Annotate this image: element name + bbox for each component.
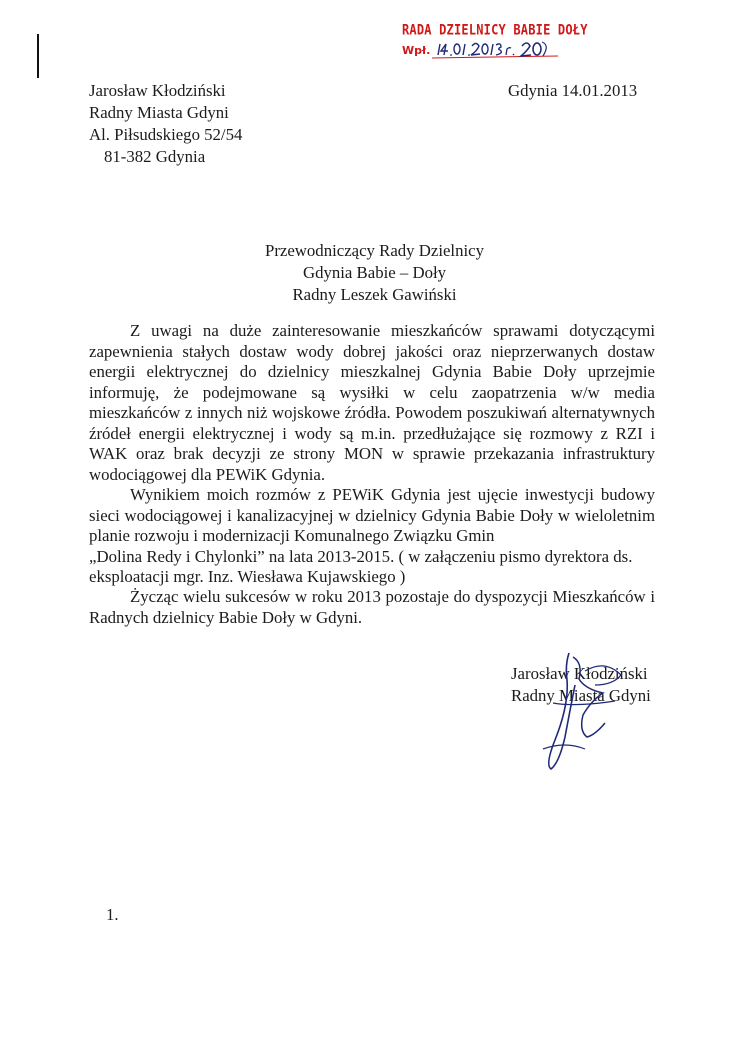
body-paragraph-3: [89, 587, 655, 628]
stamp-received-label: Wpł.: [402, 44, 431, 57]
sender-role: Radny Miasta Gdyni: [89, 103, 229, 122]
recipient-line-3: Radny Leszek Gawiński: [292, 285, 457, 304]
registration-stamp: [400, 22, 588, 62]
paragraph-2-text: Wynikiem moich rozmów z PEWiK Gdynia jest ujęcie inwestycji budowy sieci wodociągowej i kanalizacyjnej w dzielnicy Gdynia Babie Doły w wieloletnim planie rozwoju i modernizacji Komunalnego Związku Gmin: [89, 485, 655, 545]
stamp-title: RADA DZIELNICY BABIE DOŁY: [402, 22, 588, 39]
paragraph-3-text: Życząc wielu sukcesów w roku 2013 pozostaje do dyspozycji Mieszkańców i Radnych dzielnicy Babie Doły w Gdyni.: [89, 587, 655, 627]
sender-city: 81-382 Gdynia: [104, 147, 206, 166]
scan-margin-mark: [37, 34, 39, 78]
stamp-handwritten-entry: [400, 22, 570, 62]
handwritten-signature: [525, 645, 635, 775]
sender-address: [89, 80, 242, 168]
recipient-line-2: Gdynia Babie – Doły: [302, 263, 447, 282]
sender-street: Al. Piłsudskiego 52/54: [89, 125, 243, 144]
signature-name: Jarosław Kłodziński: [511, 664, 648, 683]
body-paragraph-1: [89, 321, 655, 485]
page-number: 1.: [106, 905, 119, 924]
paragraph-2-tail: „Dolina Redy i Chylonki” na lata 2013-2015. ( w załączeniu pismo dyrektora ds. eksploatacji mgr. Inz. Wiesława Kujawskiego ): [89, 546, 633, 586]
recipient-line-1: Przewodniczący Rady Dzielnicy: [264, 241, 484, 260]
body-paragraph-2: [89, 485, 655, 588]
letter-date: Gdynia 14.01.2013: [508, 81, 638, 100]
paragraph-1-text: Z uwagi na duże zainteresowanie mieszkańców sprawami dotyczącymi zapewnienia stałych dostaw wody dobrej jakości oraz nieprzerwanych dostaw energii elektrycznej do dzielnicy mieszkalnej Gdynia Babie Doły uprzejmie informuję, że podejmowane są wysiłki w celu zaopatrzenia w/w media mieszkańców z innych niż wojskowe źródła. Powodem poszukiwań alternatywnych źródeł energii elektrycznej i wody są m.in. przedłużające się rozmowy z RZI i WAK oraz brak decyzji ze strony MON w sprawie przekazania infrastruktury wodociągowej dla PEWiK Gdynia.: [89, 321, 655, 484]
recipient-block: [240, 240, 509, 306]
signature-role: Radny Miasta Gdyni: [511, 686, 651, 705]
sender-name: Jarosław Kłodziński: [89, 81, 226, 100]
